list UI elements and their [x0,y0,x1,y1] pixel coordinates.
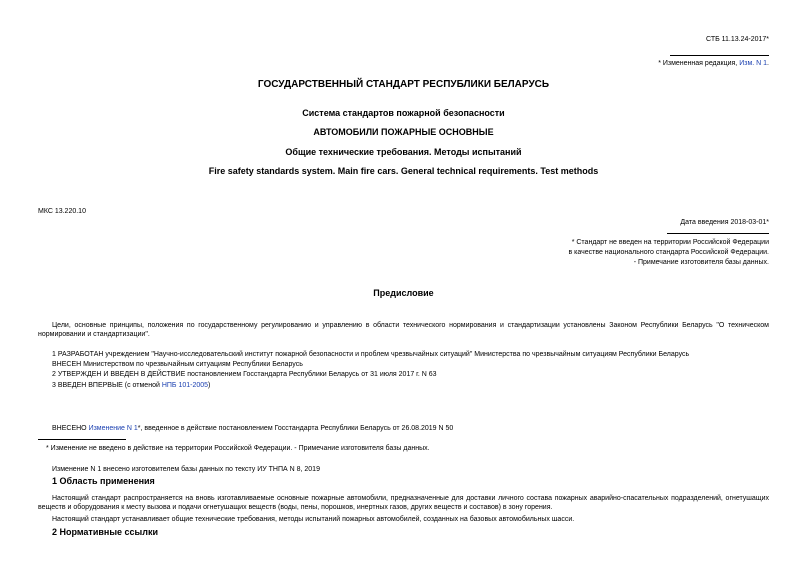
npb-link[interactable]: НПБ 101-2005 [161,382,209,389]
standard-title: ГОСУДАРСТВЕННЫЙ СТАНДАРТ РЕСПУБЛИКИ БЕЛАРУСЬ [257,79,550,90]
english-title: Fire safety standards system. Main fire cars. General technical requirements. Test methods [208,166,599,176]
amendment-prefix: ВНЕСЕНО [52,425,89,432]
section-1-heading: 1 Область применения [52,476,155,486]
footnote-line-3: - Примечание изготовителя базы данных. [633,259,769,266]
footnote-line-2: в качестве национального стандарта Российской Федерации. [568,249,769,256]
section-1-paragraph-2: Настоящий стандарт устанавливает общие технические требования, методы испытаний пожарных автомобилей, созданных на базовых автомобильных шасси. [52,516,575,523]
date-rule [667,233,769,234]
amendment-link[interactable]: Изм. N 1 [739,60,768,67]
section-2-heading: 2 Нормативные ссылки [52,527,158,537]
preface-item-2: 2 УТВЕРЖДЕН И ВВЕДЕН В ДЕЙСТВИЕ постановлением Госстандарта Республики Беларусь от 31 июля 2017 г. N 63 [52,371,437,378]
edition-note-suffix: . [767,60,769,67]
edition-note-prefix: * Измененная редакция, [658,60,740,67]
preface-item-1: 1 РАЗРАБОТАН учреждением "Научно-исследовательский институт пожарной безопасности и проблем чрезвычайных ситуаций" Министерства по чрезвычайным ситуациям Республики Беларусь [52,351,690,358]
mks-code: МКС 13.220.10 [38,208,86,215]
preface-item-3 [52,381,210,390]
item-3-suffix: ) [208,382,211,389]
header-rule [670,55,769,56]
preface-heading: Предисловие [373,288,434,298]
intro-date: Дата введения 2018-03-01* [680,219,769,226]
system-title: Система стандартов пожарной безопасности [302,108,505,118]
amendment-suffix: *, введенное в действие постановлением Госстандарта Республики Беларусь от 26.08.2019 N 50 [137,425,454,432]
doc-code: СТБ 11.13.24-2017* [706,36,769,43]
item-3-prefix: 3 ВВЕДЕН ВПЕРВЫЕ (с отменой [52,382,162,389]
footnote-rule [38,439,126,440]
subject-title: АВТОМОБИЛИ ПОЖАРНЫЕ ОСНОВНЫЕ [313,127,494,137]
db-note: Изменение N 1 внесено изготовителем базы данных по тексту ИУ ТНПА N 8, 2019 [52,466,320,473]
footnote-line-1: * Стандарт не введен на территории Российской Федерации [571,239,769,246]
amendment-note [52,424,453,433]
preface-intro: Цели, основные принципы, положения по государственному регулированию и управлению в области технического нормирования и стандартизации установлены Законом Республики Беларусь "О техническом нормировании и стандартизации". [38,322,769,338]
preface-item-1b: ВНЕСЕН Министерством по чрезвычайным ситуациям Республики Беларусь [52,361,303,368]
subtitle: Общие технические требования. Методы испытаний [285,147,522,157]
amendment-1-link[interactable]: Изменение N 1 [88,425,138,432]
amendment-footnote: * Изменение не введено в действие на территории Российской Федерации. - Примечание изготовителя базы данных. [46,445,430,452]
edition-note [658,59,769,68]
section-1-paragraph-1: Настоящий стандарт распространяется на вновь изготавливаемые основные пожарные автомобили, предназначенные для доставки личного состава пожарных аварийно-спасательных подразделений, огнетушащих веществ и оборудования к месту вызова и подачи огнетушащих веществ (воды, пены, порошков, инертных газов, других веществ и составов) в зону горения. [38,495,769,511]
